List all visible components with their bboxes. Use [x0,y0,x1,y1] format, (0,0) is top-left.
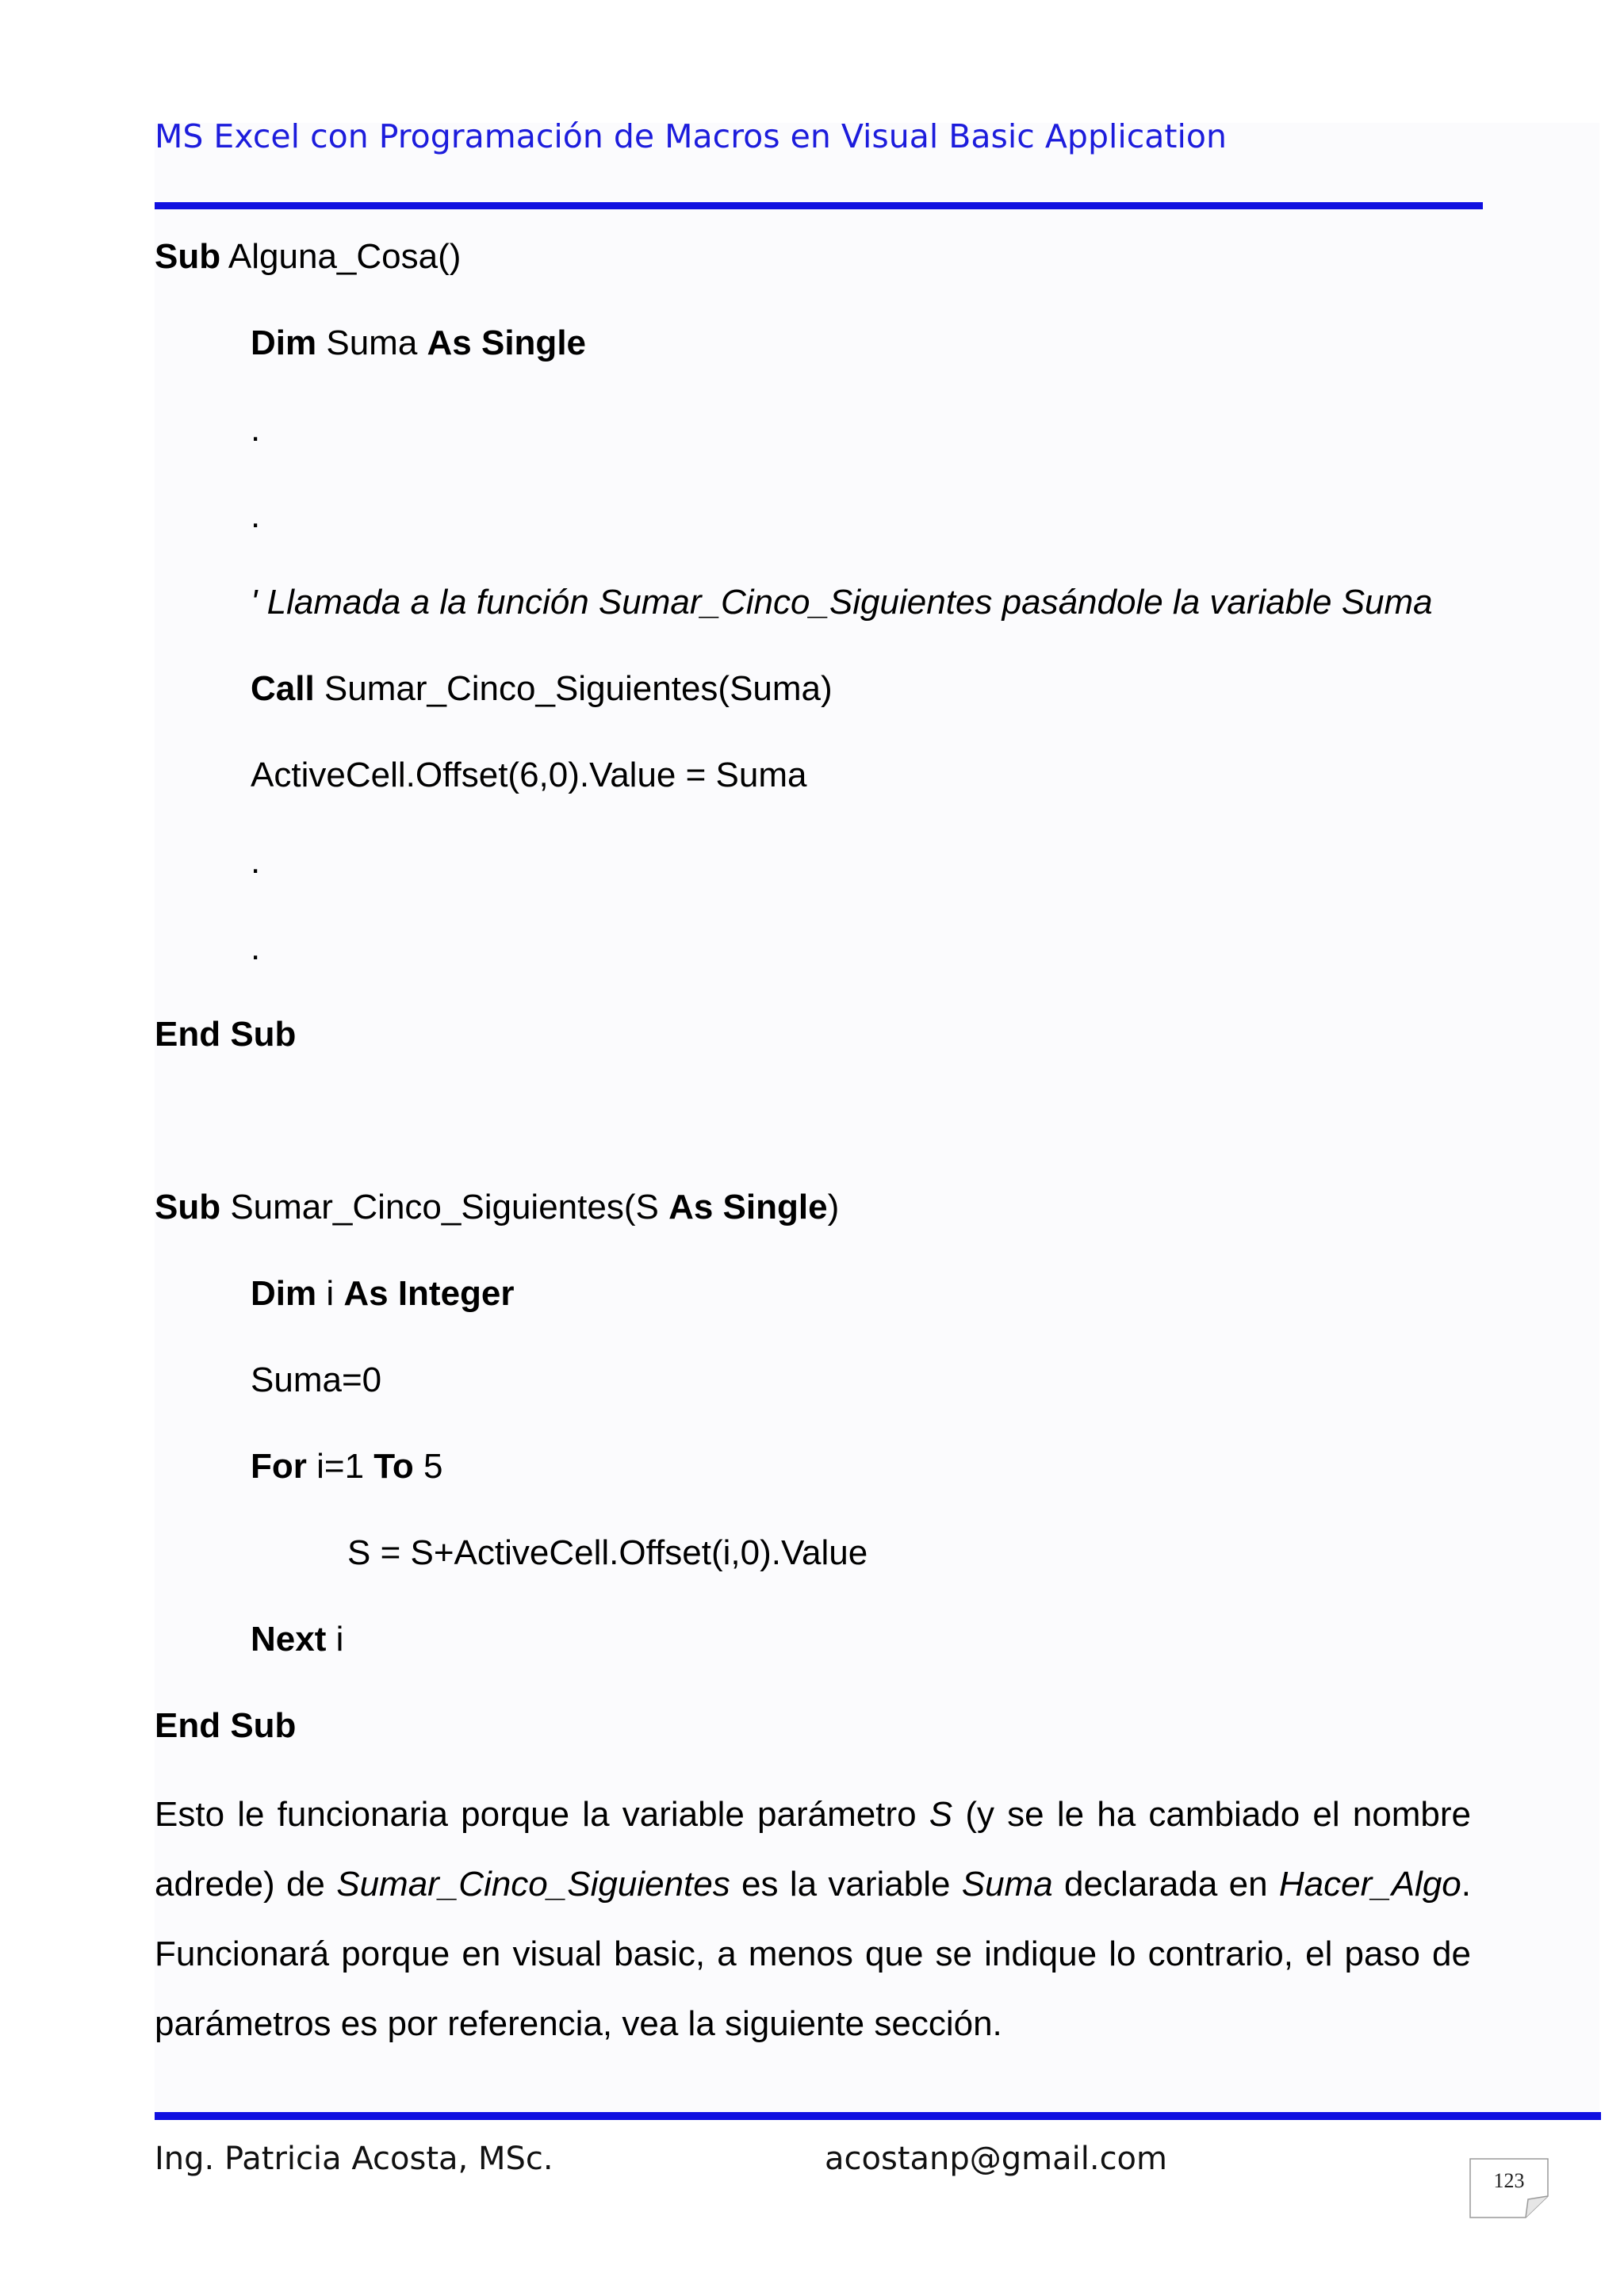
code-keyword: Next [251,1620,327,1659]
code-line-6 [251,665,833,713]
code-comment [251,579,1433,626]
paragraph-text: declarada en [1052,1865,1279,1904]
code-line-7: ActiveCell.Offset(6,0).Value = Suma [251,756,807,794]
paragraph-text: . Funcionará porque en visual basic, a menos que se indique lo contrario, el paso de parámetros es por referencia, vea la siguiente sección. [155,1865,1471,2043]
code-keyword: As Single [427,323,587,362]
code-keyword: Sub [155,237,221,276]
paragraph-emphasis: Suma [961,1865,1053,1904]
code-keyword: As Single [668,1188,828,1226]
code-text: i=1 [306,1447,374,1486]
footer-author: Ing. Patricia Acosta, MSc. [155,2141,553,2177]
code-line-2 [251,320,586,367]
code-text: i [316,1274,344,1313]
code-keyword: Dim [251,1274,317,1313]
code-text: Sumar_Cinco_Siguientes(S [220,1188,669,1226]
code-text: i [326,1620,344,1659]
code-line-12 [251,1270,515,1318]
paragraph-emphasis: Hacer_Algo [1278,1865,1461,1904]
code-text: 5 [413,1447,443,1486]
code-keyword: Sub [155,1188,221,1226]
page-number: 123 [1493,2169,1525,2192]
code-line-4: . [251,496,261,535]
code-line-1 [155,233,461,281]
code-keyword: End Sub [155,1015,297,1054]
code-keyword: Call [251,669,315,708]
code-comment-text: ' Llamada a la función Sumar_Cinco_Siguientes pasándole la variable Suma [251,583,1433,622]
code-line-15: S = S+ActiveCell.Offset(i,0).Value [347,1533,868,1572]
code-line-13: Suma=0 [251,1360,382,1399]
code-line-16 [251,1616,343,1663]
code-keyword: For [251,1447,307,1486]
page-header-title: MS Excel con Programación de Macros en Visual Basic Application [155,117,1227,155]
code-keyword: As Integer [343,1274,515,1313]
paragraph-text: (y se le ha cambiado el nombre adrede) de [155,1795,1471,1904]
code-line-8: . [251,842,261,881]
paragraph-text: es la variable [730,1865,962,1904]
footer-rule [155,2112,1601,2120]
paragraph-emphasis: S [929,1795,953,1834]
code-keyword: Dim [251,323,317,362]
page-number-badge [1469,2158,1549,2218]
paragraph-emphasis: Sumar_Cinco_Siguientes [336,1865,730,1904]
header-rule [155,202,1483,209]
paragraph-text: Esto le funcionaria porque la variable parámetro [155,1795,929,1834]
code-line-10 [155,1011,296,1058]
code-line-11 [155,1184,839,1231]
footer-email: acostanp@gmail.com [825,2141,1167,2177]
code-line-14 [251,1443,442,1490]
code-text: Sumar_Cinco_Siguientes(Suma) [314,669,833,708]
code-text: Alguna_Cosa() [220,237,462,276]
body-paragraph [155,1780,1471,2059]
code-text: Suma [316,323,427,362]
code-text: ) [827,1188,840,1226]
code-line-17 [155,1702,296,1750]
code-line-9: . [251,928,261,967]
code-keyword: To [373,1447,414,1486]
code-keyword: End Sub [155,1706,297,1745]
code-line-3: . [251,410,261,449]
